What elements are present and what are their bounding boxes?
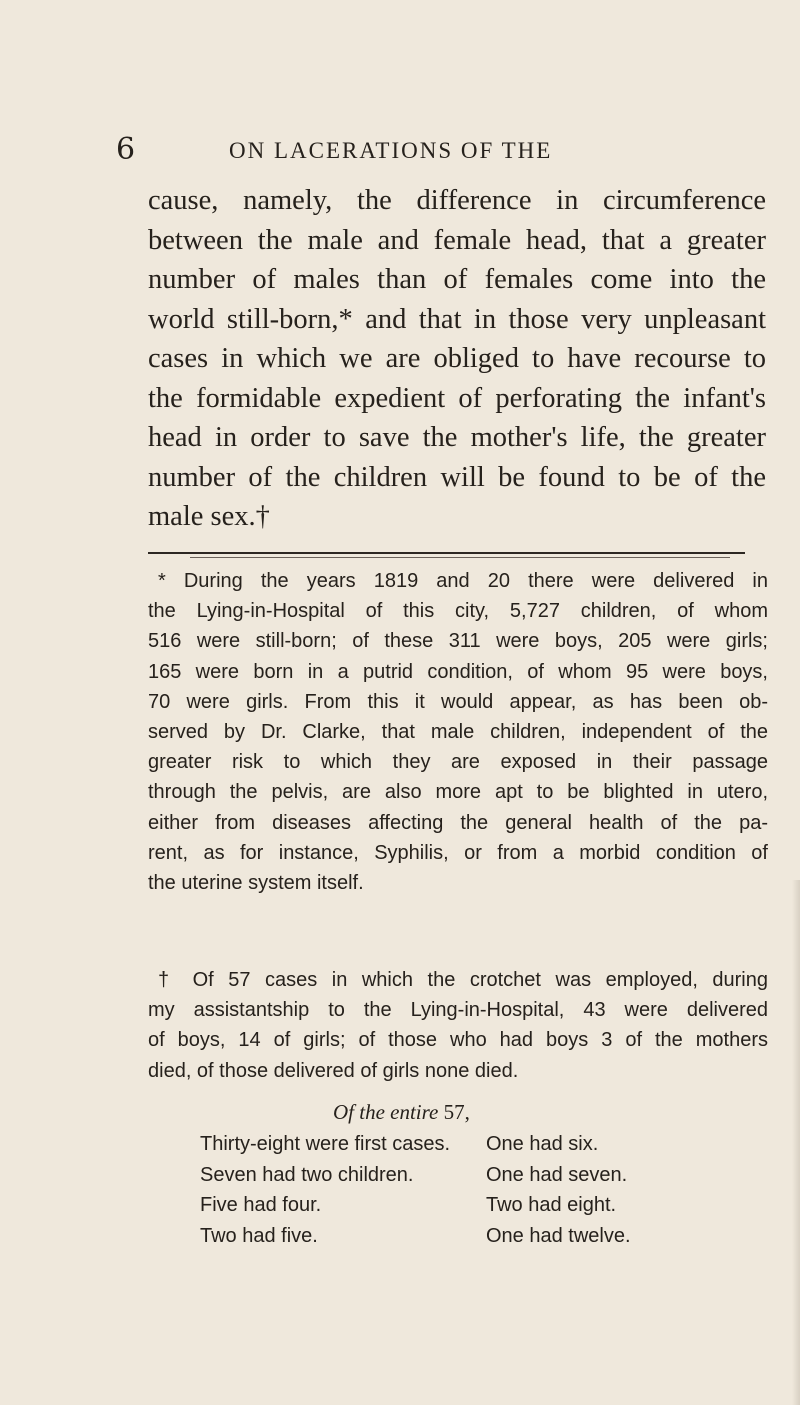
body-line: number of males than of females come into the	[148, 264, 766, 295]
body-line: between the male and female head, that a greater	[148, 224, 766, 256]
footnote-rule	[148, 552, 745, 554]
tally-column-right	[486, 1129, 631, 1251]
tally-row: One had seven.	[486, 1163, 628, 1186]
tally-heading-number: 57,	[443, 1100, 470, 1124]
tally-row: Two had five.	[200, 1224, 318, 1247]
footnote-line: † Of 57 cases in which the crotchet was employed, during	[158, 969, 768, 991]
footnote-line: my assistantship to the Lying-in-Hospital, 43 were delivered	[148, 999, 768, 1022]
tally-heading	[333, 1097, 470, 1127]
footnote-line: 165 were born in a putrid condition, of whom 95 were boys,	[148, 660, 768, 683]
footnote-line: 516 were still-born; of these 311 were boys, 205 were girls;	[148, 630, 768, 653]
footnote-line: died, of those delivered of girls none died.	[148, 1059, 519, 1082]
page-edge-shadow	[792, 880, 800, 1405]
tally-row: Seven had two children.	[200, 1163, 414, 1186]
footnote-line: either from diseases affecting the general health of the pa-	[148, 811, 768, 834]
footnote-line: of boys, 14 of girls; of those who had boys 3 of the mothers	[148, 1029, 768, 1052]
body-line: the formidable expedient of perforating the infant's	[148, 382, 766, 414]
tally-row: Five had four.	[200, 1194, 322, 1216]
footnote-line: through the pelvis, are also more apt to be blighted in utero,	[148, 781, 768, 804]
footnote-asterisk	[148, 566, 768, 898]
footnote-line: 70 were girls. From this it would appear, as has been ob-	[148, 690, 768, 713]
body-line: male sex.†	[148, 501, 270, 532]
footnote-line: * During the years 1819 and 20 there were delivered in	[158, 570, 768, 592]
footnote-dagger	[148, 965, 768, 1086]
tally-row: One had twelve.	[486, 1224, 631, 1247]
body-paragraph	[148, 181, 766, 537]
body-line: world still-born,* and that in those very unpleasant	[148, 303, 766, 335]
footnote-line: served by Dr. Clarke, that male children, independent of the	[148, 721, 768, 744]
body-line: cases in which we are obliged to have recourse to	[148, 343, 766, 374]
tally-row: One had six.	[486, 1133, 599, 1155]
tally-column-left	[200, 1129, 450, 1251]
footnote-line: the Lying-in-Hospital of this city, 5,727 children, of whom	[148, 600, 768, 623]
tally-row: Two had eight.	[486, 1194, 617, 1216]
running-title: ON LACERATIONS OF THE	[229, 138, 553, 163]
body-line: head in order to save the mother's life, the greater	[148, 422, 766, 453]
tally-heading-text: Of the entire	[333, 1100, 439, 1124]
tally-row: Thirty-eight were first cases.	[200, 1133, 451, 1155]
footnote-line: greater risk to which they are exposed in their passage	[148, 751, 768, 774]
page-number: 6	[116, 132, 136, 167]
page-header	[0, 130, 800, 170]
body-line: number of the children will be found to be of the	[148, 461, 766, 493]
footnote-rule-thin	[190, 557, 730, 558]
footnote-line: the uterine system itself.	[148, 872, 364, 895]
footnote-line: rent, as for instance, Syphilis, or from a morbid condition of	[148, 841, 768, 864]
body-line: cause, namely, the difference in circumference	[148, 185, 766, 216]
